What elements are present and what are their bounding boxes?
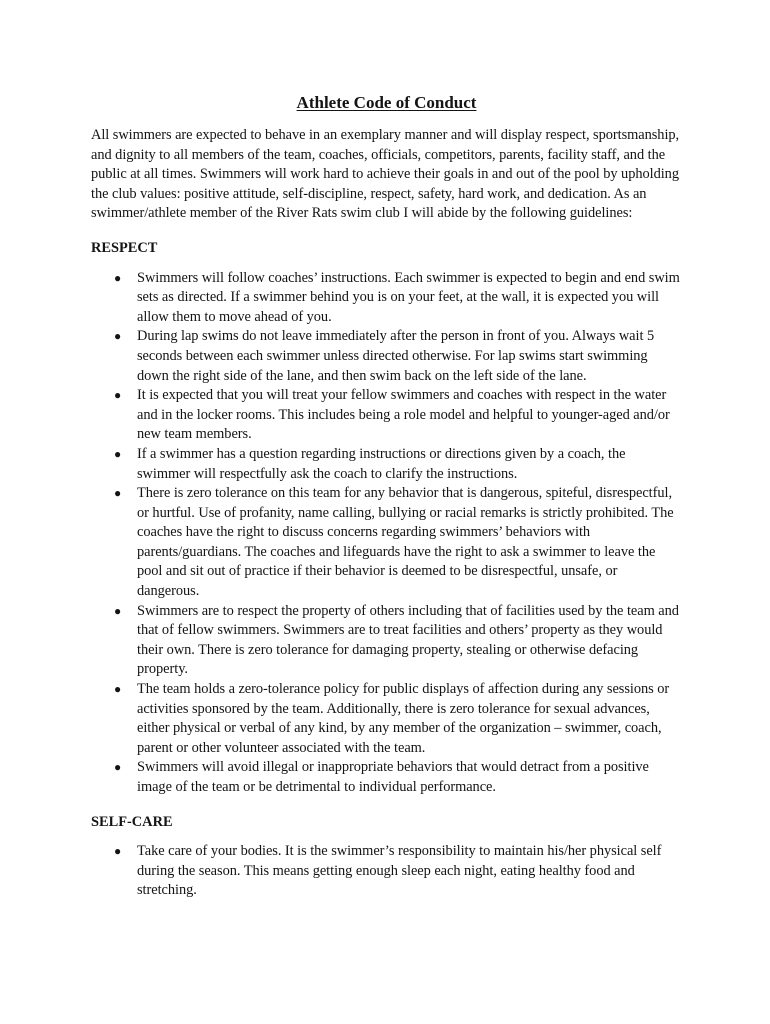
list-item-text: Swimmers are to respect the property of others including that of facilities used by the team and that of fellow swimmers. Swimmers are to treat facilities and others’ property as they would their own. There is zero tolerance for damaging property, stealing or otherwise defacing property. [137, 602, 679, 678]
bullet-icon: ● [114, 603, 122, 618]
respect-list [91, 269, 682, 798]
document-title: Athlete Code of Conduct [296, 93, 477, 112]
list-item [91, 269, 682, 328]
self-care-list [91, 842, 682, 901]
list-item [91, 386, 682, 445]
bullet-icon: ● [114, 486, 122, 501]
list-item-text: Take care of your bodies. It is the swimmer’s responsibility to maintain his/her physical self during the season. This means getting enough sleep each night, eating healthy food and stretching. [137, 843, 662, 899]
list-item [91, 842, 682, 901]
bullet-icon: ● [114, 270, 122, 285]
list-item-text: Swimmers will follow coaches’ instructions. Each swimmer is expected to begin and end swim sets as directed. If a swimmer behind you is on your feet, at the wall, it is expected you will allow them to move ahead of you. [137, 269, 680, 325]
list-item [91, 484, 682, 602]
section-heading-respect: RESPECT [91, 239, 158, 256]
bullet-icon: ● [114, 446, 122, 461]
section-heading-self-care: SELF-CARE [91, 813, 173, 830]
bullet-icon: ● [114, 682, 122, 697]
bullet-icon: ● [114, 760, 122, 775]
list-item-text: Swimmers will avoid illegal or inappropriate behaviors that would detract from a positive image of the team or be detrimental to individual performance. [137, 759, 649, 795]
bullet-icon: ● [114, 844, 122, 859]
list-item-text: There is zero tolerance on this team for any behavior that is dangerous, spiteful, disrespectful, or hurtful. Use of profanity, name calling, bullying or racial remarks is strictly prohibited. The coaches have the right to discuss concerns regarding swimmers’ behaviors with parents/guardians. The coaches and lifeguards have the right to ask a swimmer to leave the pool and sit out of practice if their behavior is deemed to be disrespectful, unsafe, or dangerous. [137, 485, 674, 600]
list-item-text: The team holds a zero-tolerance policy for public displays of affection during any sessions or activities sponsored by the team. Additionally, there is zero tolerance for sexual advances, either physical or verbal of any kind, by any member of the organization – swimmer, coach, parent or other volunteer associated with the team. [137, 681, 670, 756]
list-item-text: If a swimmer has a question regarding instructions or directions given by a coach, the swimmer will respectfully ask the coach to clarify the instructions. [137, 445, 626, 482]
list-item [91, 680, 682, 758]
list-item [91, 445, 682, 484]
list-item [91, 602, 682, 680]
bullet-icon: ● [114, 388, 122, 403]
list-item-text: During lap swims do not leave immediately after the person in front of you. Always wait 5 seconds between each swimmer unless directed otherwise. For lap swims start swimming down the right side of the lane, and then swim back on the left side of the lane. [137, 328, 655, 384]
list-item [91, 327, 682, 386]
section-respect [91, 239, 682, 798]
section-self-care [91, 813, 682, 901]
bullet-icon: ● [114, 329, 122, 344]
list-item [91, 758, 682, 797]
intro-paragraph: All swimmers are expected to behave in an exemplary manner and will display respect, sportsmanship, and dignity to all members of the team, coaches, officials, competitors, parents, facility staff, and the public at all times. Swimmers will work hard to achieve their goals in and out of the pool by upholding the club values: positive attitude, self-discipline, respect, safety, hard work, and dedication. As an swimmer/athlete member of the River Rats swim club I will abide by the following guidelines: [91, 127, 680, 222]
list-item-text: It is expected that you will treat your fellow swimmers and coaches with respect in the water and in the locker rooms. This includes being a role model and helpful to younger-aged and/or new team members. [137, 387, 670, 443]
